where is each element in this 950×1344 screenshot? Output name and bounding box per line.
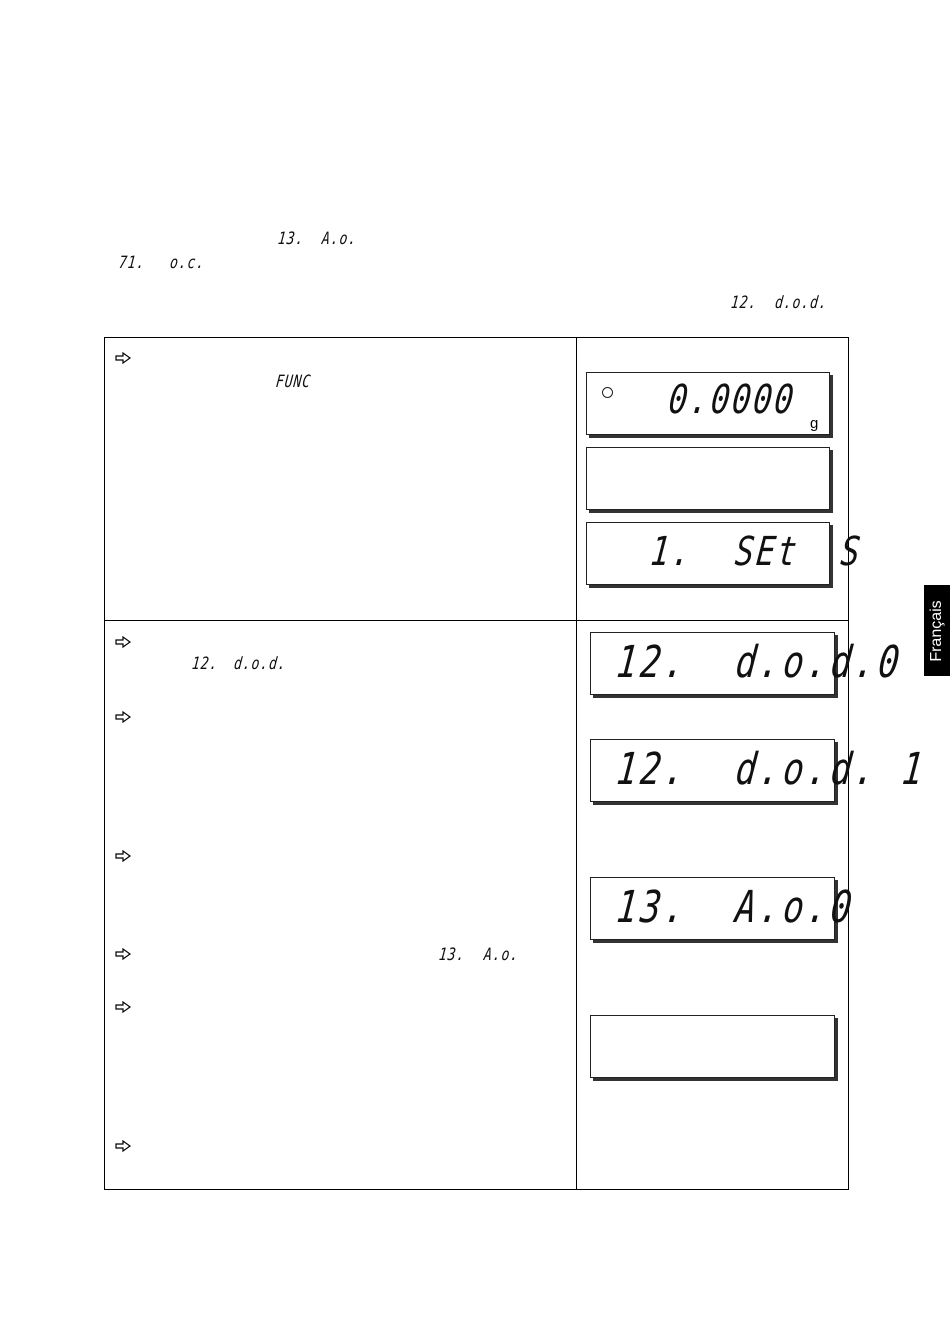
intro-code-71: 71. (117, 253, 147, 273)
lcd-blank-display (586, 447, 830, 510)
step-code-12-name: d.o.d. (232, 654, 288, 674)
lcd-ao0-display (590, 877, 858, 940)
step-code-13: 13. (437, 945, 467, 965)
intro-code-12-name: d.o.d. (773, 293, 829, 313)
arrow-right-icon (115, 850, 131, 862)
arrow-right-icon (115, 1140, 131, 1152)
step-code-12: 12. (190, 654, 220, 674)
arrow-right-icon (115, 948, 131, 960)
table-column-divider (576, 337, 577, 1190)
language-label: Français (928, 599, 945, 662)
arrow-right-icon (115, 1001, 131, 1013)
arrow-right-icon (115, 636, 131, 648)
weight-readout: 0.0000 (666, 377, 799, 423)
step-code-13-name: A.o. (482, 945, 521, 965)
dod0-readout: 12. d.o.d.0 (614, 637, 906, 688)
intro-code-13: 13. (276, 229, 306, 249)
arrow-right-icon (115, 352, 131, 364)
table-row-divider (104, 620, 849, 621)
intro-code-12: 12. (729, 293, 759, 313)
lcd-weight-display (586, 372, 830, 435)
lcd-menu-display (586, 522, 865, 585)
intro-code-13-name: A.o. (320, 229, 359, 249)
weight-unit: g (810, 415, 819, 432)
intro-code-71-name: o.c. (168, 253, 207, 273)
arrow-right-icon (115, 711, 131, 723)
func-key-label: FUNC (274, 372, 313, 392)
language-side-tab (924, 585, 950, 676)
menu-readout: 1. SEt S (648, 529, 865, 575)
stability-indicator-icon (602, 387, 613, 398)
lcd-blank-display-2 (590, 1015, 835, 1078)
dod1-readout: 12. d.o.d. 1 (614, 744, 929, 795)
lcd-dod1-display (590, 739, 929, 802)
ao0-readout: 13. A.o.0 (614, 882, 858, 933)
lcd-dod0-display (590, 632, 906, 695)
